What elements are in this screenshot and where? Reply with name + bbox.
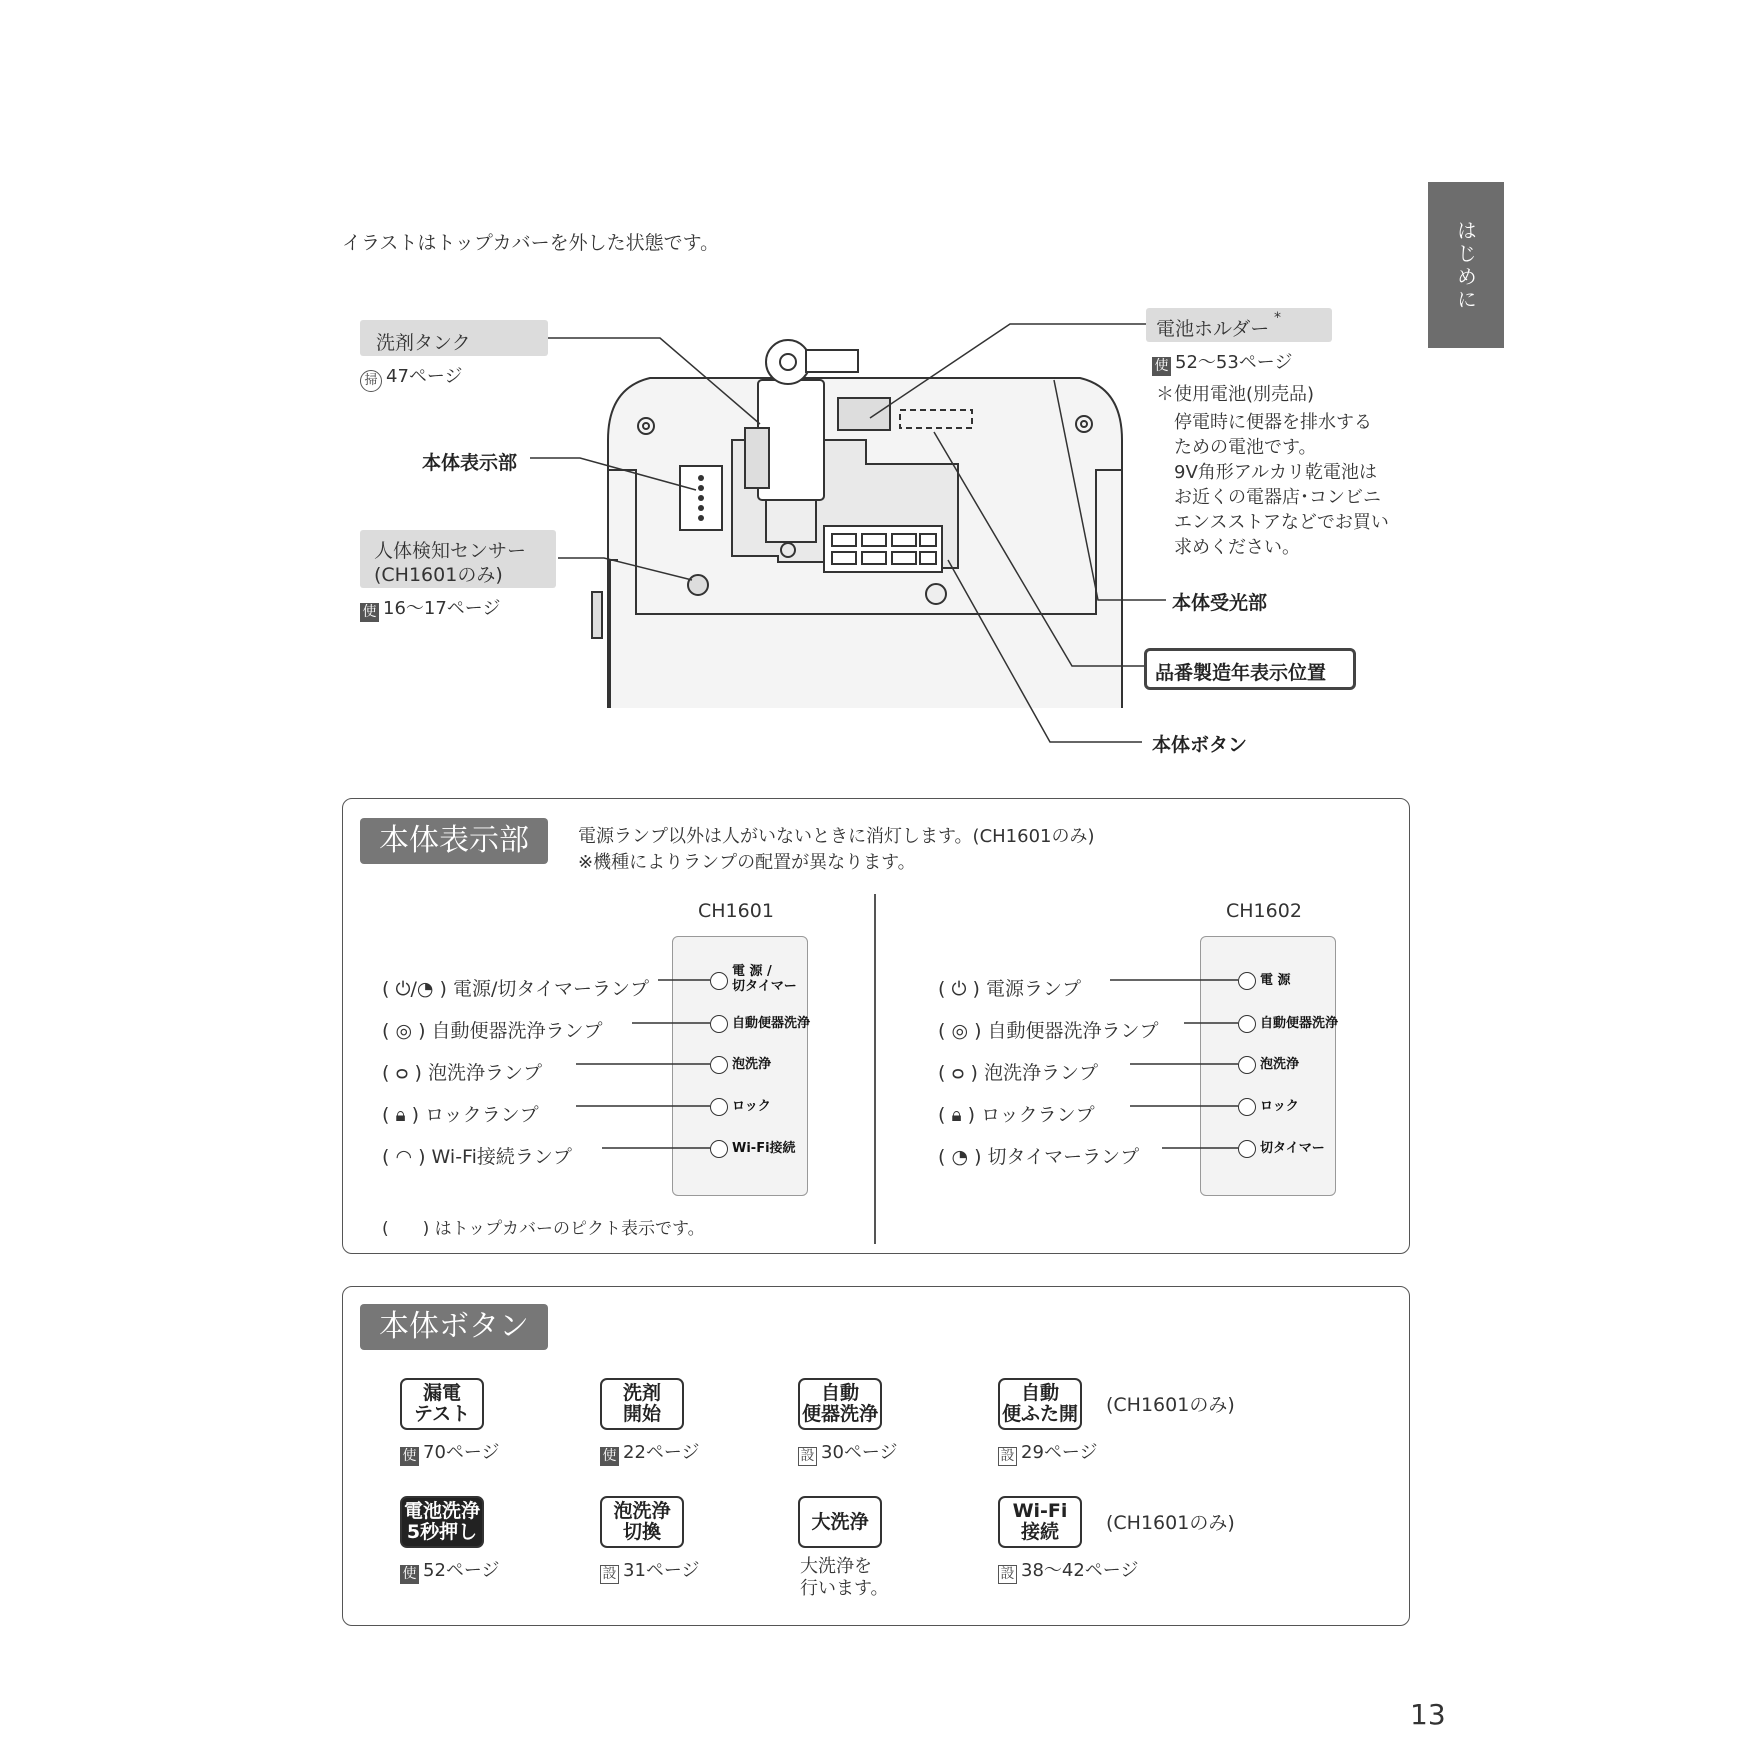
toilet-unit-diagram <box>0 0 1754 780</box>
lock-icon: 🔒︎ <box>395 1104 406 1126</box>
lamp-row: ( ⏻/◔ ) 電源/切タイマーランプ <box>382 978 649 1000</box>
lamp-circle <box>1238 1140 1256 1158</box>
use-book-icon: 使 <box>360 603 379 622</box>
model-year-label-box <box>1144 648 1356 690</box>
leak-test-ref[interactable]: 使 70ページ <box>400 1438 500 1466</box>
settings-book-icon: 設 <box>600 1565 619 1584</box>
use-book-icon: 使 <box>400 1447 419 1466</box>
battery-note-title: ＊使用電池(別売品) <box>1156 384 1315 405</box>
lamp-row: ( ◠ ) Wi-Fi接続ランプ <box>382 1146 572 1168</box>
battery-holder-asterisk: * <box>1274 310 1281 326</box>
lamp-tag: 電 源 / 切タイマー <box>732 964 797 994</box>
lamp-tag: Wi-Fi接続 <box>732 1141 796 1156</box>
lamp-tag: ロック <box>1260 1099 1299 1114</box>
sensor-label: 人体検知センサー <box>374 540 527 562</box>
battery-note-line: 求めください。 <box>1174 537 1300 558</box>
use-book-icon: 使 <box>1152 357 1171 376</box>
lamp-tag: 泡洗浄 <box>732 1057 772 1072</box>
clean-book-icon: 掃 <box>360 370 382 392</box>
large-flush-button[interactable]: 大洗浄 <box>798 1496 882 1548</box>
auto-lid-open-ref[interactable]: 設 29ページ <box>998 1438 1098 1466</box>
sensor-ref[interactable]: 使 16〜17ページ <box>360 594 500 622</box>
lamp-label: Wi-Fi接続ランプ <box>431 1146 572 1168</box>
battery-flush-ref[interactable]: 使 52ページ <box>400 1556 500 1584</box>
battery-note-body <box>1174 410 1389 560</box>
lamp-row: ( ᴑ ) 泡洗浄ランプ <box>382 1062 542 1084</box>
detergent-tank-label-box <box>360 320 548 356</box>
model-year-label: 品番製造年表示位置 <box>1155 662 1327 684</box>
auto-flush-button[interactable]: 自動 便器洗浄 <box>798 1378 882 1430</box>
sensor-label-box <box>360 530 556 588</box>
swirl-icon: ◎ <box>951 1020 969 1042</box>
power-icon: ⏻ <box>951 978 967 1000</box>
bubble-icon: ᴑ <box>951 1062 965 1084</box>
lamp-tag: 切タイマー <box>1260 1141 1325 1156</box>
lock-icon: 🔒︎ <box>951 1104 962 1126</box>
lamp-list-left <box>382 968 649 1178</box>
power-timer-icon: ⏻/◔ <box>395 978 434 1000</box>
wifi-icon: ◠ <box>395 1146 413 1168</box>
use-book-icon: 使 <box>400 1565 419 1584</box>
main-button-label: 本体ボタン <box>1152 734 1248 756</box>
display-panel-desc-1: 電源ランプ以外は人がいないときに消灯します。(CH1601のみ) <box>578 826 1095 847</box>
battery-note-line: 9V角形アルカリ乾電池は <box>1174 462 1378 483</box>
model-label-right: CH1602 <box>1226 900 1302 922</box>
lamp-label: 電源ランプ <box>985 978 1081 1000</box>
settings-book-icon: 設 <box>998 1447 1017 1466</box>
battery-note-line: 停電時に便器を排水する <box>1174 412 1372 433</box>
lamp-row: ( ◔ ) 切タイマーランプ <box>938 1146 1140 1168</box>
lamp-tag: 自動便器洗浄 <box>1260 1016 1339 1031</box>
lamp-circle <box>710 1098 728 1116</box>
large-flush-note: 大洗浄を 行います。 <box>800 1556 889 1599</box>
sensor-model-note: (CH1601のみ) <box>374 564 503 586</box>
page-note: イラストはトップカバーを外した状態です。 <box>342 232 720 254</box>
display-part-label: 本体表示部 <box>422 452 518 474</box>
settings-book-icon: 設 <box>798 1447 817 1466</box>
lamp-row: ( ᴑ ) 泡洗浄ランプ <box>938 1062 1098 1084</box>
auto-lid-open-model-note: (CH1601のみ) <box>1106 1394 1235 1416</box>
lamp-tag: ロック <box>732 1099 771 1114</box>
lamp-row: ( ◎ ) 自動便器洗浄ランプ <box>382 1020 603 1042</box>
wifi-connect-model-note: (CH1601のみ) <box>1106 1512 1235 1534</box>
battery-note-line: お近くの電器店･コンビニ <box>1174 487 1381 508</box>
page-number: 13 <box>1410 1698 1446 1731</box>
lamp-label: 自動便器洗浄ランプ <box>987 1020 1159 1042</box>
lamp-circle <box>1238 1015 1256 1033</box>
lamp-circle <box>1238 972 1256 990</box>
display-footnote: ( ) はトップカバーのピクト表示です。 <box>382 1219 705 1239</box>
timer-icon: ◔ <box>951 1146 969 1168</box>
lamp-tag: 電 源 <box>1260 973 1291 988</box>
bubble-icon: ᴑ <box>395 1062 409 1084</box>
lamp-row: ( 🔒︎ ) ロックランプ <box>382 1104 539 1126</box>
auto-flush-ref[interactable]: 設 30ページ <box>798 1438 898 1466</box>
lamp-circle <box>1238 1098 1256 1116</box>
lamp-label: 泡洗浄ランプ <box>983 1062 1098 1084</box>
lamp-tag: 自動便器洗浄 <box>732 1016 811 1031</box>
lamp-label: ロックランプ <box>981 1104 1095 1126</box>
battery-note-line: エンスストアなどでお買い <box>1174 512 1389 533</box>
detergent-start-ref[interactable]: 使 22ページ <box>600 1438 700 1466</box>
detergent-tank-label: 洗剤タンク <box>376 332 471 354</box>
lamp-circle <box>710 1056 728 1074</box>
display-panel-desc-2: ※機種によりランプの配置が異なります。 <box>578 852 916 873</box>
battery-holder-label-box <box>1146 308 1332 342</box>
lamp-label: 電源/切タイマーランプ <box>452 978 649 1000</box>
foam-switch-button[interactable]: 泡洗浄 切換 <box>600 1496 684 1548</box>
button-panel-title: 本体ボタン <box>360 1304 548 1350</box>
lamp-label: 切タイマーランプ <box>987 1146 1140 1168</box>
side-tab-label: はじめに <box>1453 220 1478 312</box>
auto-lid-open-button[interactable]: 自動 便ふた開 <box>998 1378 1082 1430</box>
wifi-connect-ref[interactable]: 設 38〜42ページ <box>998 1556 1138 1584</box>
lamp-row: ( ⏻ ) 電源ランプ <box>938 978 1081 1000</box>
detergent-start-button[interactable]: 洗剤 開始 <box>600 1378 684 1430</box>
foam-switch-ref[interactable]: 設 31ページ <box>600 1556 700 1584</box>
lamp-label: ロックランプ <box>425 1104 539 1126</box>
lamp-circle <box>710 1015 728 1033</box>
note-mark: ＊ <box>1156 384 1174 405</box>
lamp-circle <box>710 972 728 990</box>
swirl-icon: ◎ <box>395 1020 413 1042</box>
detergent-tank-ref[interactable]: 掃 47ページ <box>360 362 463 392</box>
lamp-list-right <box>938 968 1159 1178</box>
battery-flush-button[interactable]: 電池洗浄 5秒押し <box>400 1496 484 1548</box>
wifi-connect-button[interactable]: Wi-Fi 接続 <box>998 1496 1082 1548</box>
receiver-label: 本体受光部 <box>1172 592 1268 614</box>
panel-divider <box>874 894 876 1244</box>
battery-holder-ref[interactable]: 使 52〜53ページ <box>1152 348 1292 376</box>
settings-book-icon: 設 <box>998 1565 1017 1584</box>
battery-note-line: ための電池です。 <box>1174 437 1317 458</box>
lamp-circle <box>710 1140 728 1158</box>
lamp-row: ( ◎ ) 自動便器洗浄ランプ <box>938 1020 1159 1042</box>
lamp-row: ( 🔒︎ ) ロックランプ <box>938 1104 1095 1126</box>
leak-test-button[interactable]: 漏電 テスト <box>400 1378 484 1430</box>
battery-holder-label: 電池ホルダー <box>1156 318 1270 340</box>
use-book-icon: 使 <box>600 1447 619 1466</box>
display-panel-title: 本体表示部 <box>360 818 548 864</box>
lamp-label: 自動便器洗浄ランプ <box>431 1020 603 1042</box>
lamp-tag: 泡洗浄 <box>1260 1057 1300 1072</box>
lamp-circle <box>1238 1056 1256 1074</box>
lamp-label: 泡洗浄ランプ <box>427 1062 542 1084</box>
model-label-left: CH1601 <box>698 900 774 922</box>
